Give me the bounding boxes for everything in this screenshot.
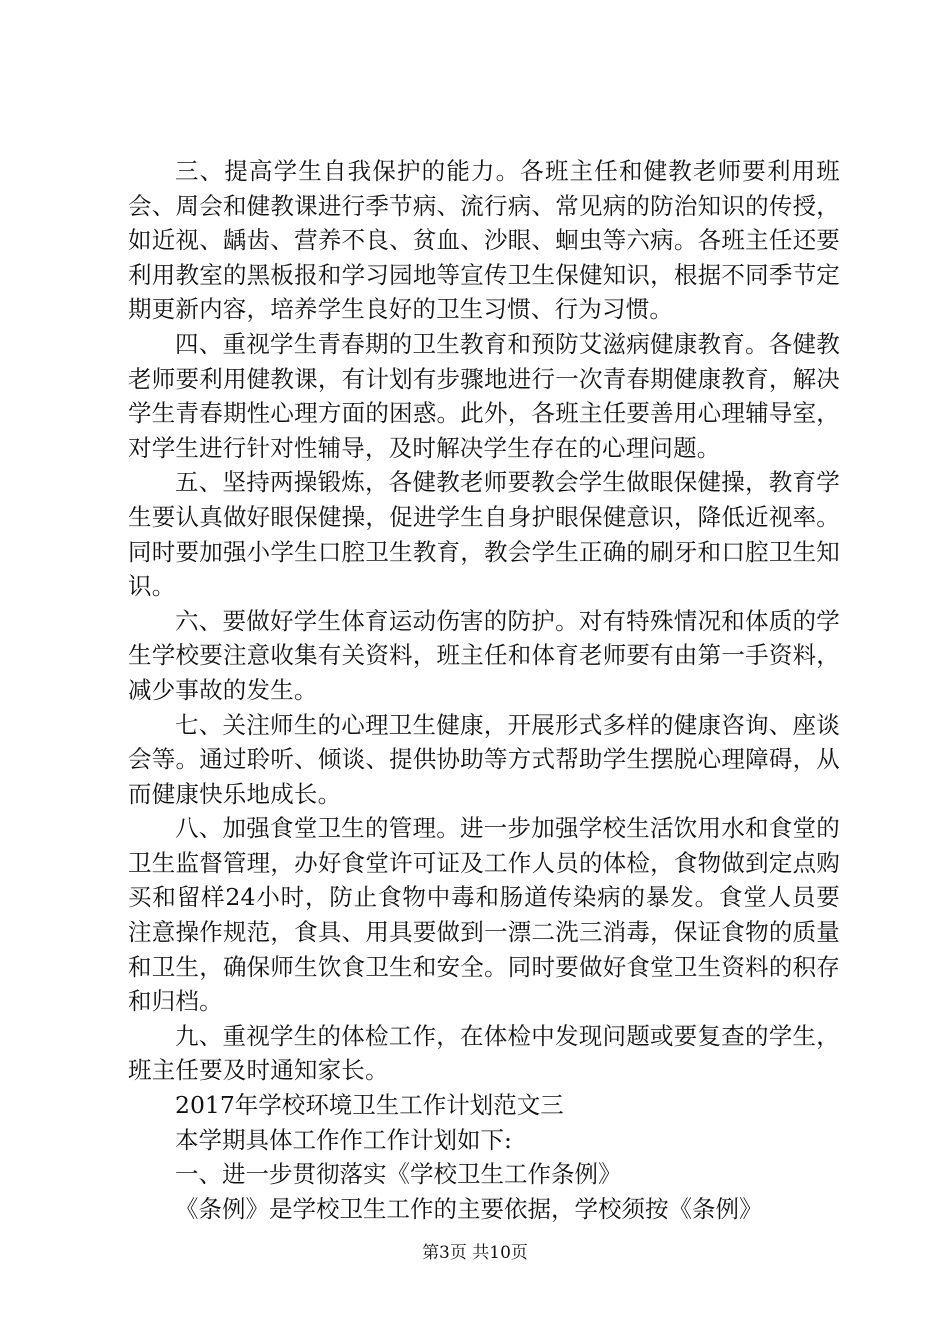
paragraph-6: 六、要做好学生体育运动伤害的防护。对有特殊情况和体质的学生学校要注意收集有关资料，班主任和体育老师要有由第一手资料，减少事故的发生。: [128, 606, 840, 704]
section-heading: 2017年学校环境卫生工作计划范文三: [175, 1091, 564, 1120]
document-body: [128, 154, 840, 1226]
paragraph-continuation: 《条例》是学校卫生工作的主要依据，学校须按《条例》: [175, 1194, 763, 1223]
intro-line: 本学期具体工作作工作计划如下:: [175, 1125, 512, 1154]
page-number-footer: 第3页 共10页: [422, 1243, 528, 1263]
section-title: 一、进一步贯彻落实《学校卫生工作条例》: [175, 1160, 622, 1189]
paragraph-5: 五、坚持两操锻炼，各健教老师要教会学生做眼保健操，教育学生要认真做好眼保健操，促进学生自身护眼保健意识，降低近视率。同时要加强小学生口腔卫生教育，教会学生正确的刷牙和口腔卫生知识。: [128, 468, 840, 601]
paragraph-3: 三、提高学生自我保护的能力。各班主任和健教老师要利用班会、周会和健教课进行季节病、流行病、常见病的防治知识的传授，如近视、龋齿、营养不良、贫血、沙眼、蛔虫等六病。各班主任还要利用教室的黑板报和学习园地等宣传卫生保健知识，根据不同季节定期更新内容，培养学生良好的卫生习惯、行为习惯。: [128, 157, 840, 324]
paragraph-9: 九、重视学生的体检工作，在体检中发现问题或要复查的学生，班主任要及时通知家长。: [128, 1021, 840, 1085]
paragraph-8: 八、加强食堂卫生的管理。进一步加强学校生活饮用水和食堂的卫生监督管理，办好食堂许可证及工作人员的体检，食物做到定点购买和留样24小时，防止食物中毒和肠道传染病的暴发。食堂人员要注意操作规范，食具、用具要做到一漂二洗三消毒，保证食物的质量和卫生，确保师生饮食卫生和安全。同时要做好食堂卫生资料的积存和归档。: [128, 814, 840, 1016]
paragraph-4: 四、重视学生青春期的卫生教育和预防艾滋病健康教育。各健教老师要利用健教课，有计划有步骤地进行一次青春期健康教育，解决学生青春期性心理方面的困惑。此外，各班主任要善用心理辅导室，对学生进行针对性辅导，及时解决学生存在的心理问题。: [128, 329, 840, 462]
paragraph-7: 七、关注师生的心理卫生健康，开展形式多样的健康咨询、座谈会等。通过聆听、倾谈、提供协助等方式帮助学生摆脱心理障碍，从而健康快乐地成长。: [128, 710, 840, 808]
